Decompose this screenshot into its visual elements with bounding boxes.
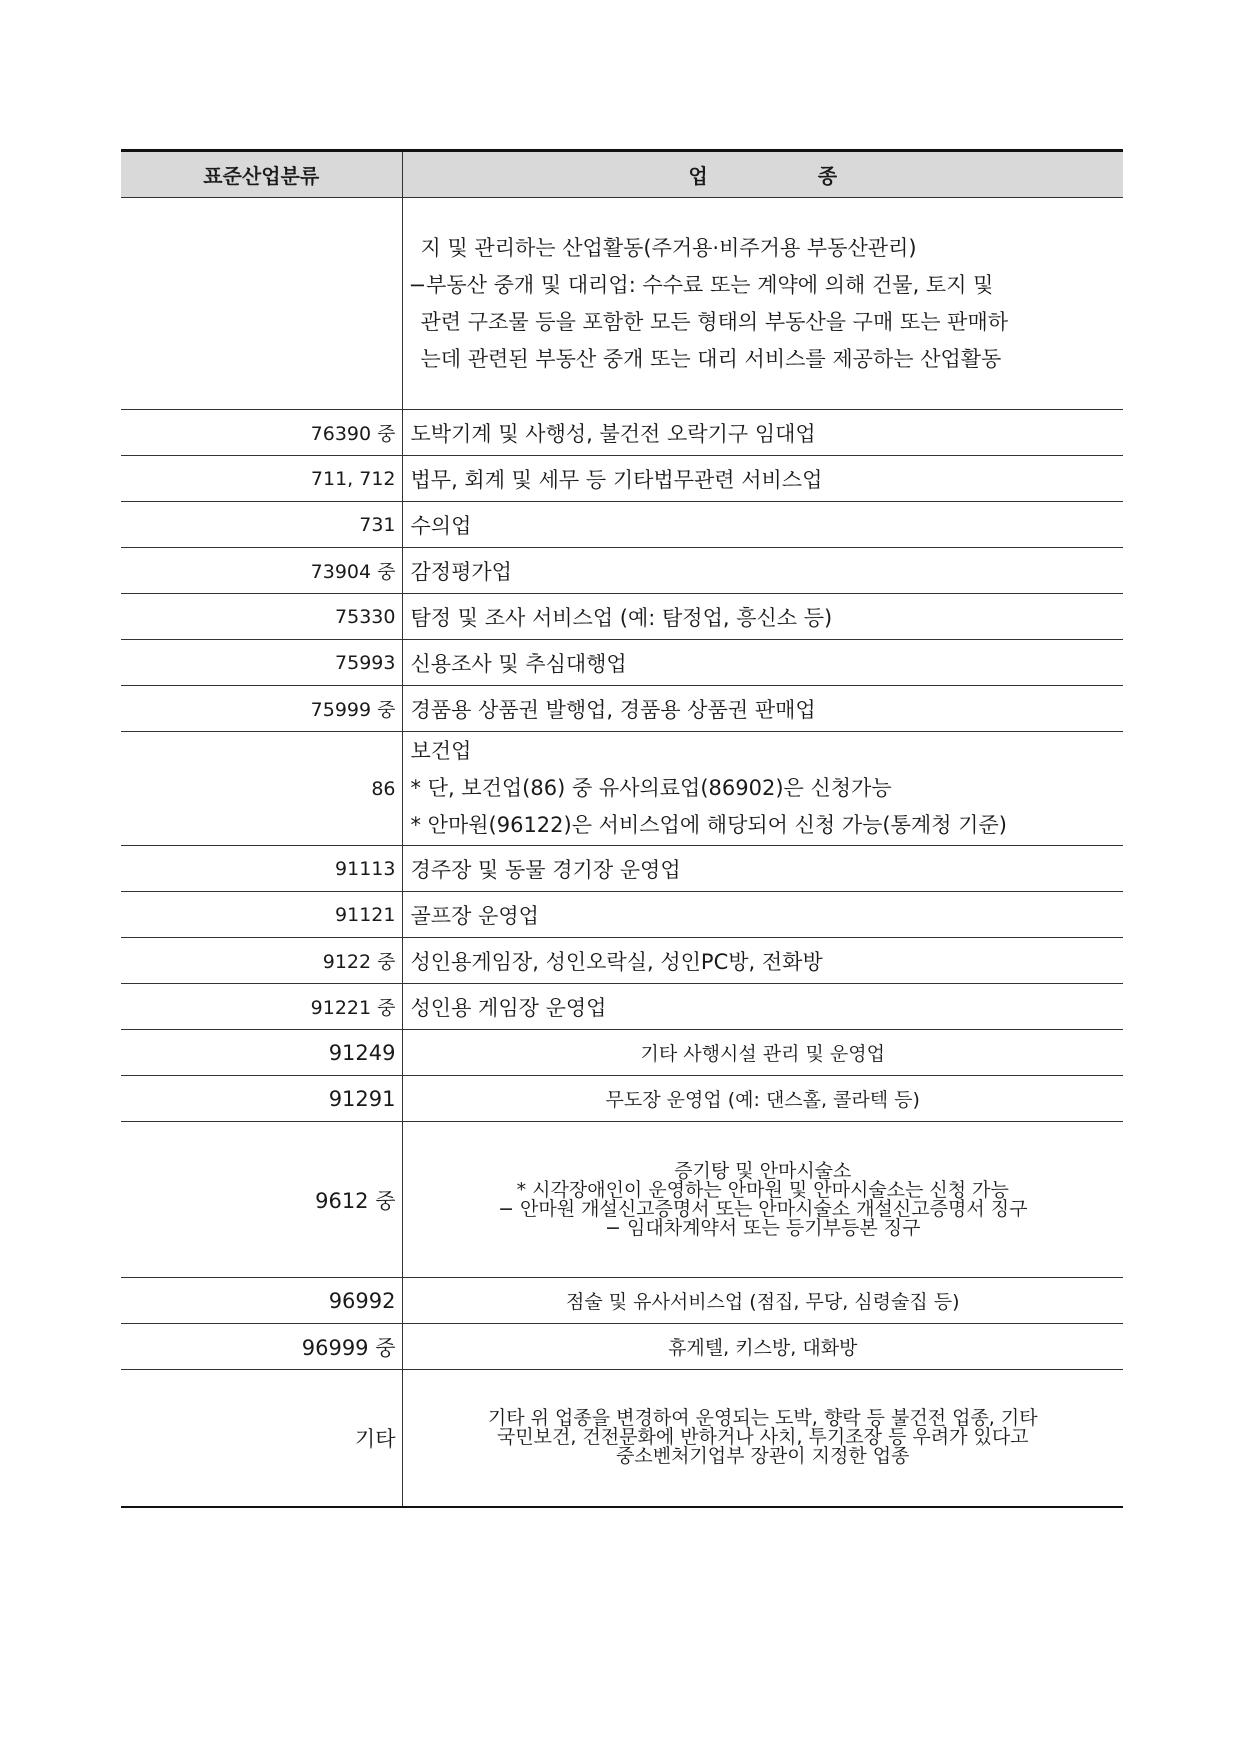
code-cell: 86	[121, 732, 402, 846]
desc-cell: 신용조사 및 추심대행업	[410, 651, 627, 676]
code-cell: 76390 중	[121, 410, 402, 456]
desc-cell: 기타 사행시설 관리 및 운영업	[640, 1043, 885, 1065]
code-cell: 96992	[121, 1278, 402, 1324]
table-row	[121, 1324, 1123, 1370]
table-row	[121, 640, 1123, 686]
desc-cell: 수의업	[410, 513, 472, 538]
code-cell: 75993	[121, 640, 402, 686]
table-row	[121, 1278, 1123, 1324]
desc-line: − 안마원 개설신고증명서 또는 안마시술소 개설신고증명서 징구	[498, 1197, 1028, 1220]
code-cell: 9612 중	[121, 1122, 402, 1278]
code-cell: 96999 중	[121, 1324, 402, 1370]
header-code: 표준산업분류	[121, 151, 402, 198]
desc-cell: 성인용게임장, 성인오락실, 성인PC방, 전화방	[410, 949, 823, 974]
table-row	[121, 1370, 1123, 1507]
desc-line: 관련 구조물 등을 포함한 모든 형태의 부동산을 구매 또는 판매하	[420, 309, 1009, 334]
desc-cell: 골프장 운영업	[410, 903, 539, 928]
code-cell: 73904 중	[121, 548, 402, 594]
code-cell: 731	[121, 502, 402, 548]
desc-line: − 임대차계약서 또는 등기부등본 징구	[605, 1216, 921, 1239]
code-cell: 기타	[121, 1370, 402, 1507]
desc-line: −부동산 중개 및 대리업: 수수료 또는 계약에 의해 건물, 토지 및	[408, 272, 994, 297]
code-cell: 91291	[121, 1076, 402, 1122]
desc-line: 지 및 관리하는 산업활동(주거용·비주거용 부동산관리)	[420, 235, 917, 260]
desc-line: 증기탕 및 안마시술소	[674, 1159, 852, 1182]
code-cell: 75330	[121, 594, 402, 640]
desc-cell: 법무, 회계 및 세무 등 기타법무관련 서비스업	[410, 467, 823, 492]
code-cell: 75999 중	[121, 686, 402, 732]
desc-cell: 도박기계 및 사행성, 불건전 오락기구 임대업	[410, 421, 816, 446]
table-row	[121, 1122, 1123, 1278]
desc-line: 보건업	[410, 739, 472, 763]
code-cell: 9122 중	[121, 938, 402, 984]
desc-line: 는데 관련된 부동산 중개 또는 대리 서비스를 제공하는 산업활동	[420, 346, 1002, 371]
desc-line: 중소벤처기업부 장관이 지정한 업종	[616, 1445, 910, 1468]
table-row	[121, 984, 1123, 1030]
table-row	[121, 502, 1123, 548]
desc-cell: 점술 및 유사서비스업 (점집, 무당, 심령술집 등)	[565, 1291, 960, 1313]
table-row	[121, 410, 1123, 456]
table-row	[121, 1076, 1123, 1122]
table-row-continuation	[121, 198, 1123, 410]
table-row	[121, 456, 1123, 502]
desc-cell: 경품용 상품권 발행업, 경품용 상품권 판매업	[410, 697, 816, 722]
desc-cell: 탐정 및 조사 서비스업 (예: 탐정업, 흥신소 등)	[410, 605, 833, 630]
desc-cell	[402, 732, 1123, 846]
desc-cell: 휴게텔, 키스방, 대화방	[668, 1337, 858, 1359]
table-row	[121, 846, 1123, 892]
desc-line: * 시각장애인이 운영하는 안마원 및 안마시술소는 신청 가능	[516, 1178, 1009, 1201]
table-row	[121, 594, 1123, 640]
desc-cell: 경주장 및 동물 경기장 운영업	[410, 857, 681, 882]
code-cell: 91249	[121, 1030, 402, 1076]
code-cell: 91221 중	[121, 984, 402, 1030]
desc-cell	[402, 198, 1123, 410]
code-cell: 711, 712	[121, 456, 402, 502]
header-desc	[402, 151, 1123, 198]
desc-cell: 감정평가업	[410, 559, 512, 584]
table-row	[121, 686, 1123, 732]
table-row	[121, 548, 1123, 594]
code-cell	[121, 198, 402, 410]
code-cell: 91113	[121, 846, 402, 892]
desc-cell: 성인용 게임장 운영업	[410, 995, 607, 1020]
table-row	[121, 892, 1123, 938]
code-cell: 91121	[121, 892, 402, 938]
table-row	[121, 732, 1123, 846]
desc-line: 국민보건, 건전문화에 반하거나 사치, 투기조장 등 우려가 있다고	[496, 1426, 1029, 1449]
table-header-row	[121, 151, 1123, 198]
header-desc-label: 업종	[688, 164, 948, 188]
industry-classification-table	[121, 149, 1123, 1508]
table-row	[121, 938, 1123, 984]
desc-line: 기타 위 업종을 변경하여 운영되는 도박, 향락 등 불건전 업종, 기타	[487, 1407, 1038, 1430]
desc-cell: 무도장 운영업 (예: 댄스홀, 콜라텍 등)	[605, 1089, 920, 1111]
desc-cell	[402, 1122, 1123, 1278]
desc-line: * 단, 보건업(86) 중 유사의료업(86902)은 신청가능	[410, 776, 892, 800]
desc-line: * 안마원(96122)은 서비스업에 해당되어 신청 가능(통계청 기준)	[410, 813, 1007, 837]
table-row	[121, 1030, 1123, 1076]
desc-cell	[402, 1370, 1123, 1507]
